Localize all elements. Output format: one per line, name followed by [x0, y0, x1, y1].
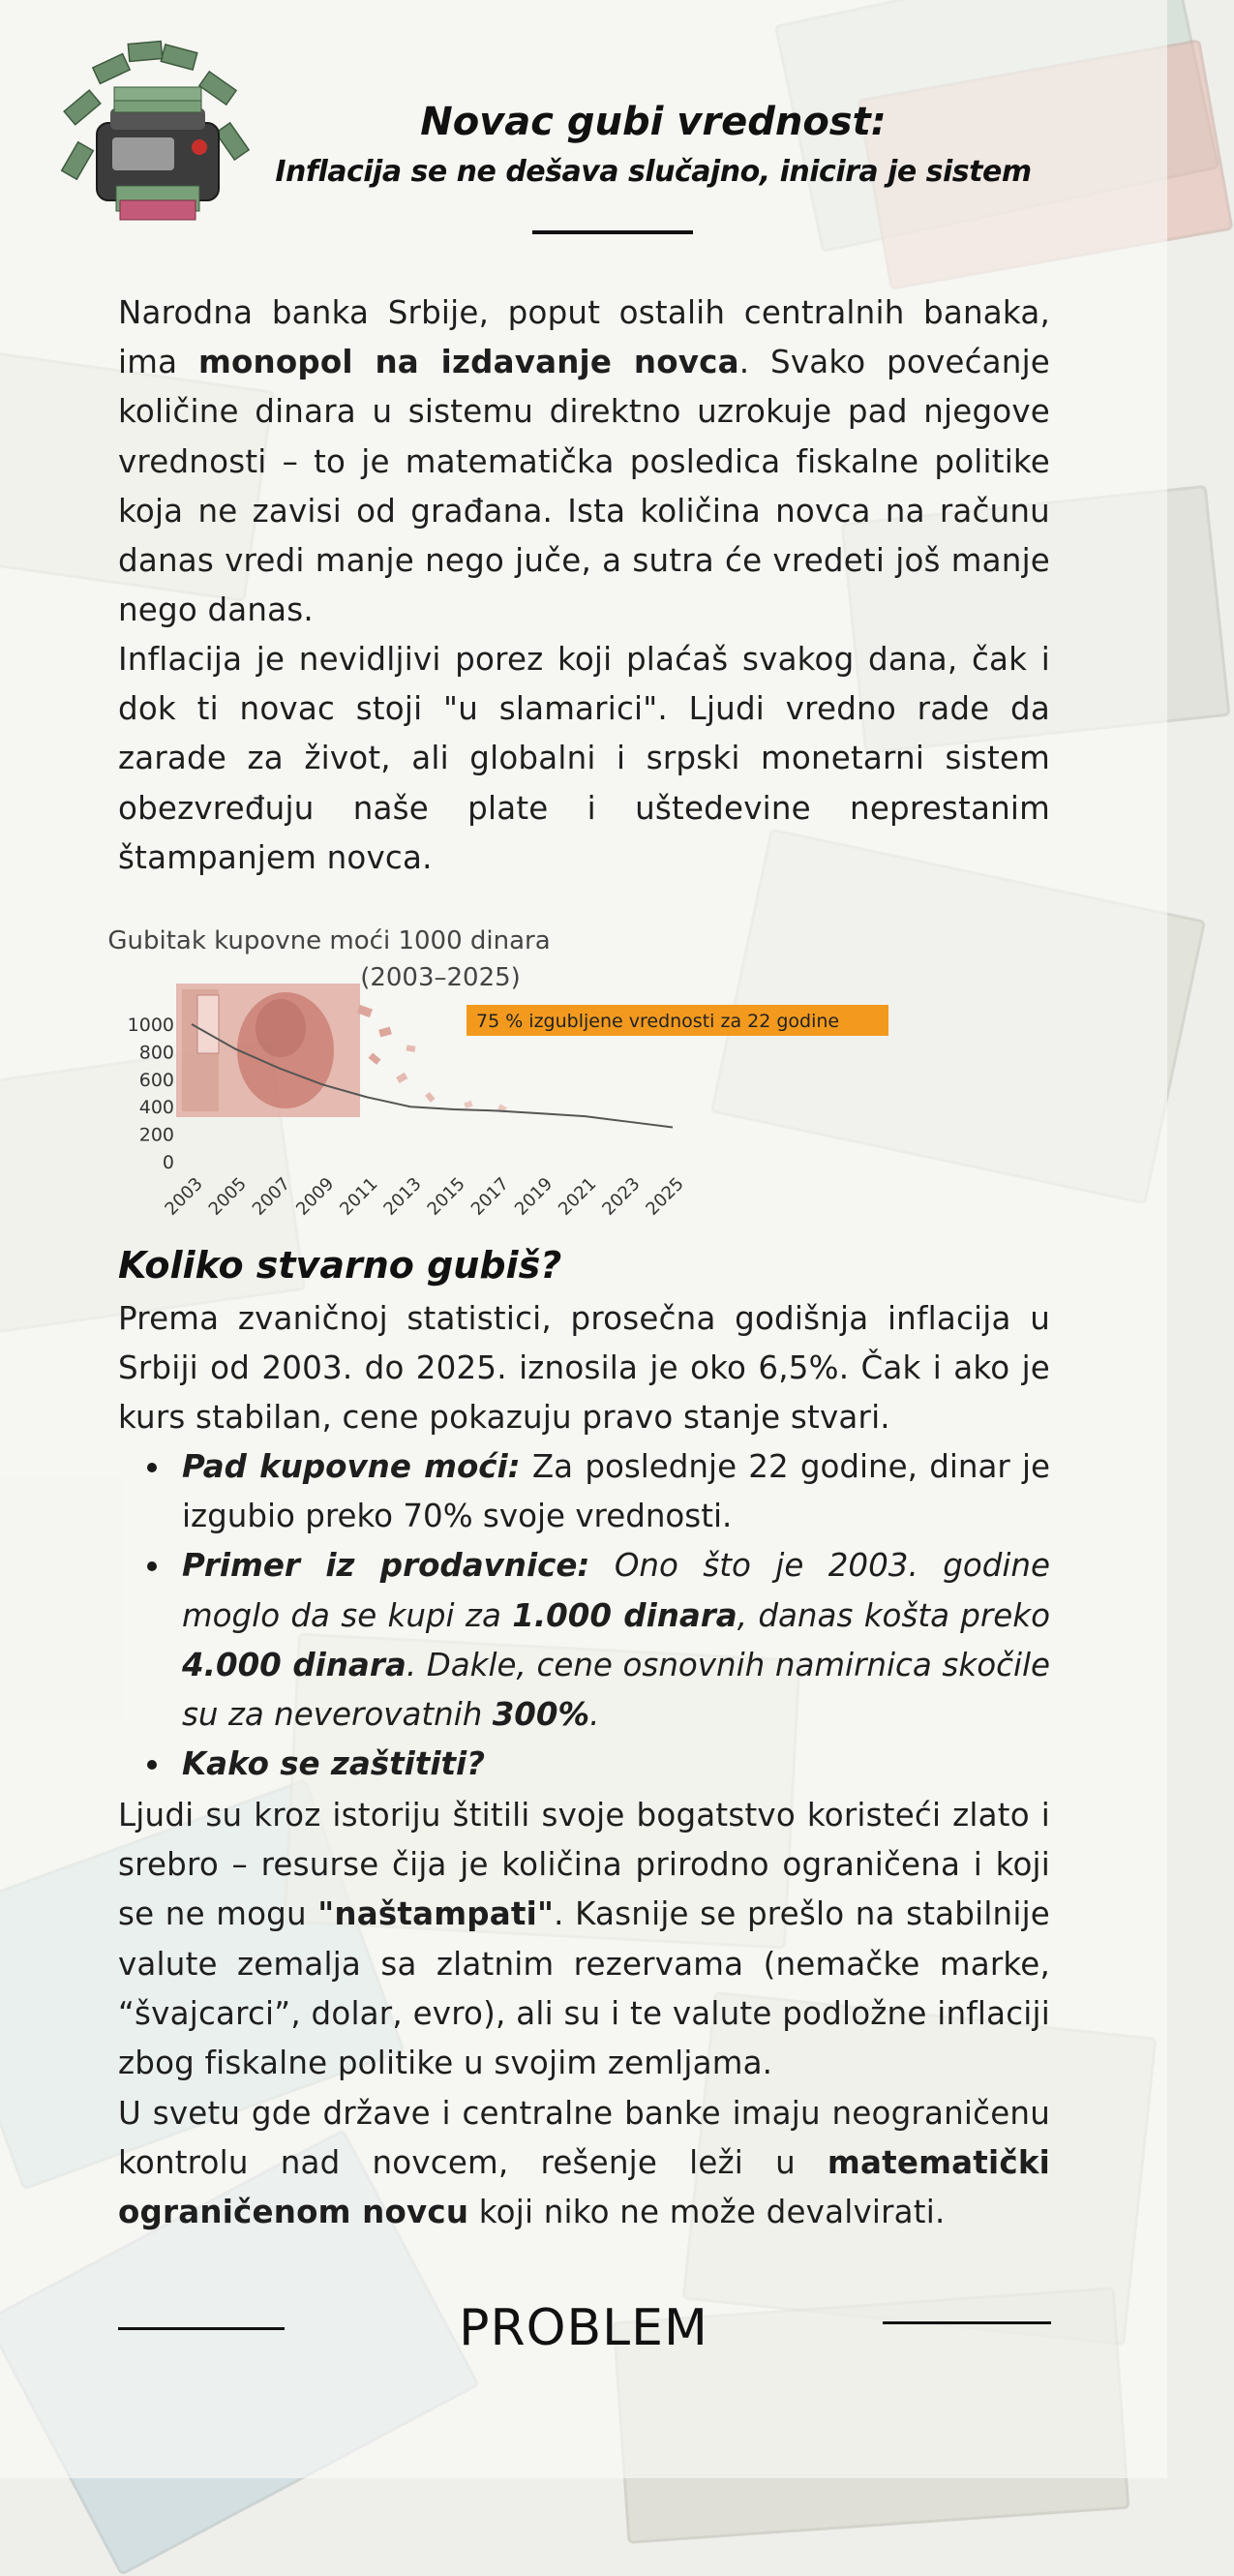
history-paragraph: Ljudi su kroz istoriju štitili svoje bogatstvo koristeći zlato i srebro – resurse čija je količina prirodno ograničena i koji se ne mogu "naštampati". Kasnije se prešlo na stabilnije valute zemalja sa zlatnim rezervama (nemačke marke, “švajcarci”, dolar, evro), ali su i te valute podložne inflaciji zbog fiskalne politike u svojim zemljama. — [118, 1797, 1051, 2082]
y-tick-label: 200 — [138, 1124, 174, 1146]
chart-subtitle: (2003–2025) — [360, 963, 521, 992]
intro-paragraph: Narodna banka Srbije, poput ostalih centralnih banaka, ima monopol na izdavanje novca. Svako povećanje količine dinara u sistemu direktno uzrokuje pad njegove vrednosti – to je matematička posledica fiskalne politike koja ne zavisi od građana. Ista količina novca na računu danas vredi manje nego juče, a sutra će vredeti još manje nego danas. — [118, 294, 1050, 629]
banknote-illustration — [176, 984, 507, 1117]
statistics-paragraph: Prema zvaničnoj statistici, prosečna godišnja inflacija u Srbiji od 2003. do 2025. iznosila je oko 6,5%. Čak i ako je kurs stabilan, cene pokazuju pravo stanje stvari. — [118, 1300, 1050, 1437]
list-item: Primer iz prodavnice: Ono što je 2003. godine moglo da se kupi za 1.000 dinara, danas košta preko 4.000 dinara. Dakle, cene osnovnih namirnica skočile su za neverovatnih 300%. — [118, 1541, 1050, 1740]
y-tick-label: 0 — [162, 1152, 174, 1173]
x-tick-label: 2009 — [292, 1173, 339, 1220]
list-item: Kako se zaštititi? — [118, 1740, 1050, 1789]
money-printer-icon — [56, 41, 259, 244]
x-tick-label: 2023 — [598, 1173, 645, 1220]
page-subtitle: Inflacija se ne dešava slučajno, inicira je sistem — [275, 155, 1032, 189]
chart-title: Gubitak kupovne moći 1000 dinara — [107, 926, 551, 955]
page-title: Novac gubi vrednost: — [420, 100, 887, 144]
x-tick-label: 2003 — [161, 1173, 207, 1220]
purchasing-power-chart — [107, 920, 840, 1229]
y-tick-label: 800 — [138, 1042, 174, 1064]
x-tick-label: 2013 — [379, 1173, 426, 1220]
title-divider — [532, 230, 693, 234]
x-tick-label: 2007 — [248, 1173, 295, 1220]
header — [261, 97, 1045, 192]
x-tick-label: 2019 — [510, 1173, 557, 1220]
x-tick-label: 2017 — [467, 1173, 514, 1220]
footer-divider-right — [883, 2321, 1051, 2324]
y-tick-label: 1000 — [127, 1015, 174, 1036]
x-tick-label: 2025 — [642, 1173, 688, 1220]
chart-annotation: 75 % izgubljene vrednosti za 22 godine — [476, 1011, 840, 1032]
footer-label: PROBLEM — [459, 2299, 708, 2357]
footer-divider-left — [118, 2327, 285, 2330]
key-points-list — [118, 1442, 1050, 1789]
y-tick-label: 600 — [138, 1069, 174, 1091]
list-item: Pad kupovne moći: Za poslednje 22 godine, dinar je izgubio preko 70% svoje vrednosti. — [118, 1442, 1050, 1541]
x-tick-label: 2021 — [555, 1173, 601, 1220]
inflation-tax-paragraph: Inflacija je nevidljivi porez koji plaćaš svakog dana, čak i dok ti novac stoji "u slamarici". Ljudi vredno rade da zarade za život, ali globalni i srpski monetarni sistem obezvređuju naše plate i uštedevine neprestanim štampanjem novca. — [118, 641, 1050, 876]
x-tick-label: 2011 — [336, 1173, 382, 1220]
solution-paragraph: U svetu gde države i centralne banke imaju neograničenu kontrolu nad novcem, rešenje leži u matematički ograničenom novcu koji niko ne može devalvirati. — [118, 2095, 1050, 2231]
section-heading: Koliko stvarno gubiš? — [118, 1244, 562, 1287]
y-tick-label: 400 — [138, 1097, 174, 1119]
x-tick-label: 2005 — [204, 1173, 251, 1220]
x-tick-label: 2015 — [423, 1173, 469, 1220]
